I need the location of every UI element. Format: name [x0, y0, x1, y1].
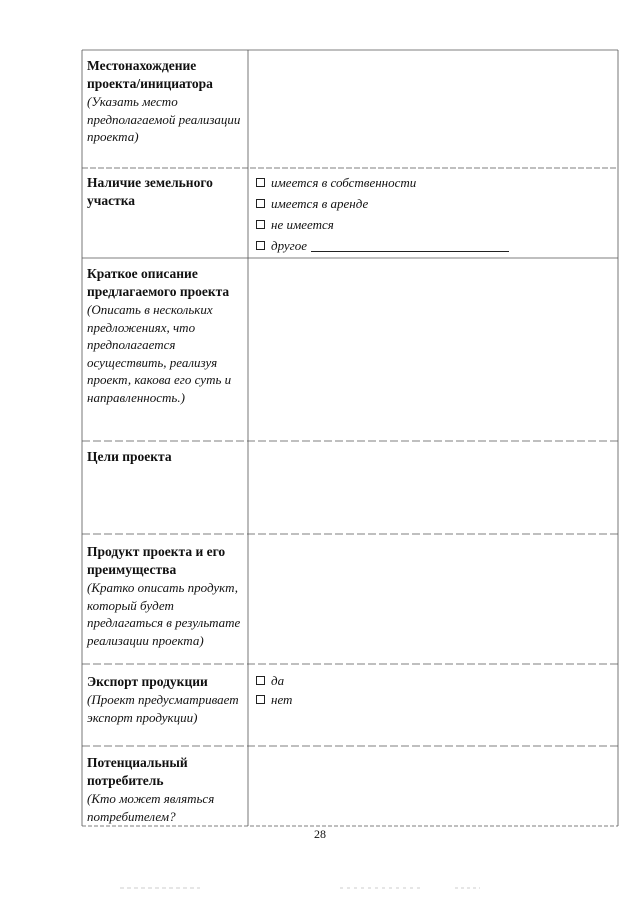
- checkbox-icon[interactable]: [256, 199, 265, 208]
- land-option-owned[interactable]: имеется в собственности: [256, 172, 509, 193]
- checkbox-icon[interactable]: [256, 220, 265, 229]
- row-consumer-title: Потенциальный потребитель: [87, 755, 188, 788]
- checkbox-icon[interactable]: [256, 695, 265, 704]
- row-consumer: [82, 750, 248, 825]
- land-option-leased[interactable]: имеется в аренде: [256, 193, 509, 214]
- row-location: [82, 53, 248, 146]
- row-location-title: Местонахождение проекта/инициатора: [87, 58, 213, 91]
- page-number: 28: [314, 827, 326, 841]
- land-option-other[interactable]: другое: [256, 235, 509, 256]
- row-description-title: Краткое описание предлагаемого проекта: [87, 266, 230, 299]
- other-blank-line[interactable]: [311, 239, 509, 252]
- row-product-answer-field[interactable]: [249, 535, 617, 663]
- export-option-no[interactable]: нет: [256, 690, 292, 709]
- row-product-title: Продукт проекта и его преимущества: [87, 544, 226, 577]
- checkbox-icon[interactable]: [256, 676, 265, 685]
- row-product-note: (Кратко описать продукт, который будет предлагаться в результате реализации проекта): [87, 580, 241, 648]
- export-options: [252, 667, 292, 709]
- land-options: [252, 168, 509, 256]
- row-product: [82, 539, 248, 649]
- row-consumer-note: (Кто может являться потребителем?: [87, 791, 215, 824]
- checkbox-icon[interactable]: [256, 241, 265, 250]
- row-land-title: Наличие земельного участка: [87, 175, 213, 208]
- row-goals: [82, 444, 248, 466]
- row-consumer-answer-field[interactable]: [249, 747, 617, 825]
- row-goals-title: Цели проекта: [87, 449, 172, 464]
- row-export-title: Экспорт продукции: [87, 674, 208, 689]
- row-location-note: (Указать место предполагаемой реализации проекта): [87, 94, 241, 144]
- export-option-yes[interactable]: да: [256, 671, 292, 690]
- row-description-answer-field[interactable]: [249, 259, 617, 440]
- row-export: [82, 669, 248, 726]
- row-land: [82, 170, 248, 210]
- row-location-answer-field[interactable]: [249, 51, 617, 167]
- row-export-note: (Проект предусматривает экспорт продукции): [87, 692, 239, 725]
- row-description-note: (Описать в нескольких предложениях, что предполагается осуществить, реализуя проект, какова его суть и направленность.): [87, 302, 232, 405]
- checkbox-icon[interactable]: [256, 178, 265, 187]
- land-option-none[interactable]: не имеется: [256, 214, 509, 235]
- row-description: [82, 261, 248, 406]
- row-goals-answer-field[interactable]: [249, 442, 617, 533]
